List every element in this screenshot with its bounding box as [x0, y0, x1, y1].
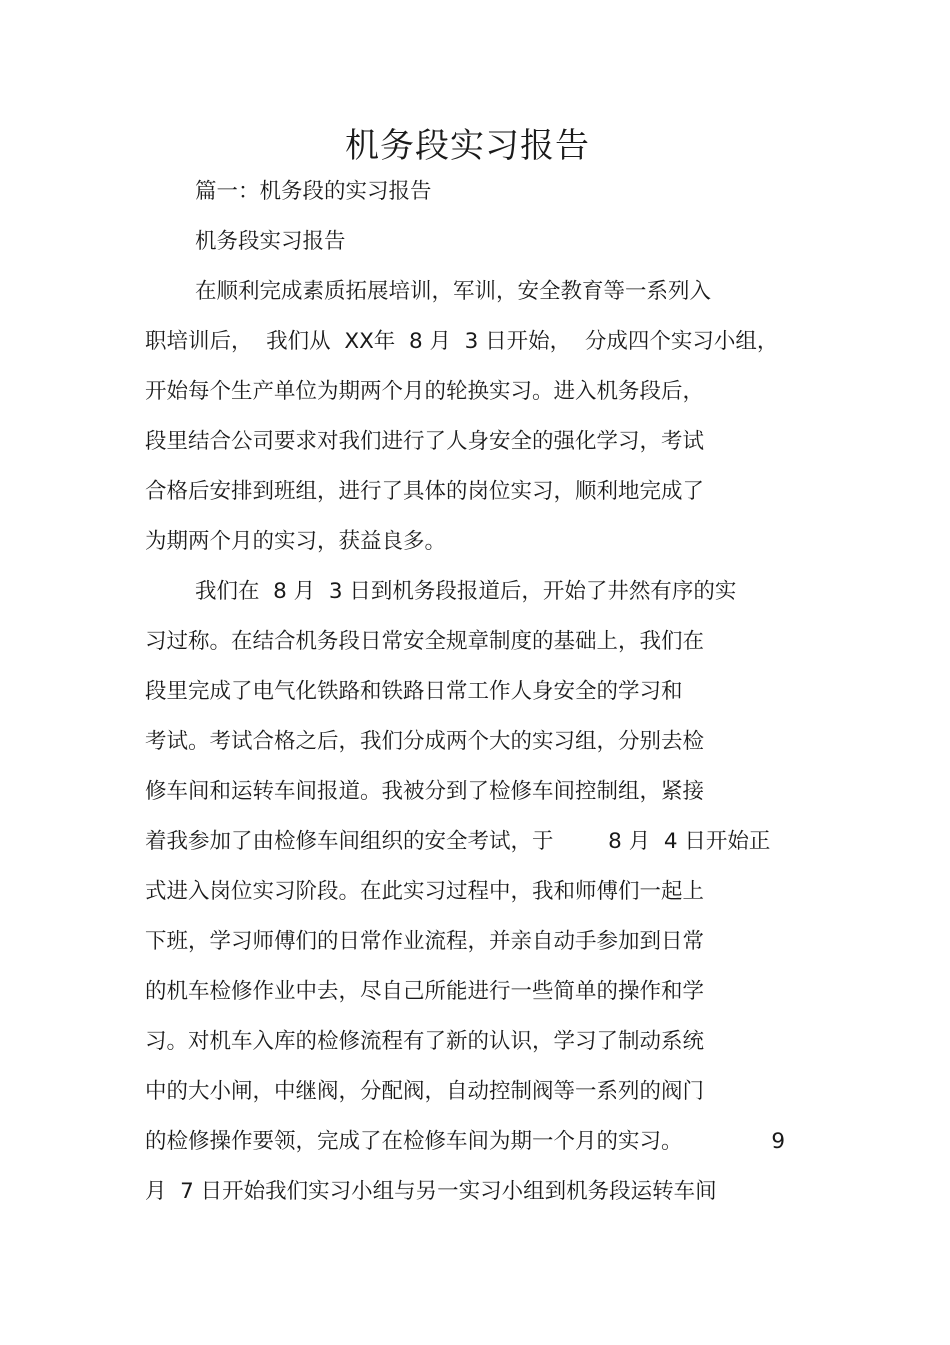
paragraph-line: 修车间和运转车间报道。我被分到了检修车间控制组，紧接 — [145, 779, 705, 804]
paragraph-line: 合格后安排到班组，进行了具体的岗位实习，顺利地完成了 — [145, 479, 705, 504]
paragraph-line: 职培训后， 我们从 XX年 8 月 3 日开始， 分成四个实习小组， — [145, 329, 779, 354]
paragraph-line: 习过称。在结合机务段日常安全规章制度的基础上，我们在 — [145, 629, 705, 654]
paragraph-line: 考试。考试合格之后，我们分成两个大的实习组，分别去检 — [145, 729, 705, 754]
paragraph-line: 开始每个生产单位为期两个月的轮换实习。进入机务段后， — [145, 379, 705, 404]
paragraph-line: 在顺利完成素质拓展培训，军训，安全教育等一系列入 — [195, 279, 712, 304]
subheading: 机务段实习报告 — [195, 229, 346, 254]
paragraph-line: 我们在 8 月 3 日到机务段报道后，开始了井然有序的实 — [195, 579, 737, 604]
paragraph-line: 的检修操作要领，完成了在检修车间为期一个月的实习。 9 — [145, 1129, 786, 1154]
document-title: 机务段实习报告 — [345, 126, 590, 166]
paragraph-line: 月 7 日开始我们实习小组与另一实习小组到机务段运转车间 — [145, 1179, 717, 1204]
paragraph-line: 段里结合公司要求对我们进行了人身安全的强化学习，考试 — [145, 429, 705, 454]
paragraph-line: 的机车检修作业中去，尽自己所能进行一些简单的操作和学 — [145, 979, 705, 1004]
paragraph-line: 习。对机车入库的检修流程有了新的认识，学习了制动系统 — [145, 1029, 705, 1054]
paragraph-line: 下班，学习师傅们的日常作业流程，并亲自动手参加到日常 — [145, 929, 705, 954]
paragraph-line: 为期两个月的实习，获益良多。 — [145, 529, 447, 554]
paragraph-line: 着我参加了由检修车间组织的安全考试，于 8 月 4 日开始正 — [145, 829, 771, 854]
paragraph-line: 段里完成了电气化铁路和铁路日常工作人身安全的学习和 — [145, 679, 683, 704]
paragraph-line: 式进入岗位实习阶段。在此实习过程中，我和师傅们一起上 — [145, 879, 705, 904]
paragraph-line: 中的大小闸，中继阀，分配阀，自动控制阀等一系列的阀门 — [145, 1079, 705, 1104]
section-heading: 篇一：机务段的实习报告 — [195, 179, 432, 204]
